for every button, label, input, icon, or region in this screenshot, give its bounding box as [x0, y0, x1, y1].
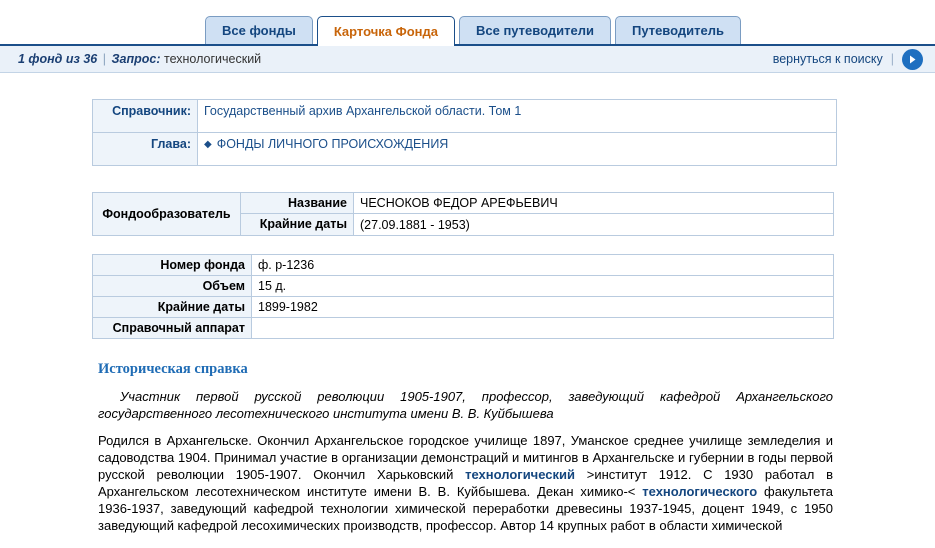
tab-guide[interactable]: Путеводитель [615, 16, 741, 44]
status-bar [0, 46, 935, 73]
creator-name-label: Название [241, 193, 354, 214]
tab-list [0, 0, 935, 44]
chapter-value-cell [198, 133, 837, 166]
history-lead [98, 388, 833, 422]
status-separator: | [102, 52, 106, 66]
guide-value-link[interactable]: Государственный архив Архангельской области. Том 1 [204, 104, 522, 118]
tab-fund-card[interactable]: Карточка Фонда [317, 16, 455, 46]
fund-number-label: Номер фонда [93, 255, 252, 276]
bullet-icon: ◆ [204, 139, 212, 151]
history-body [98, 432, 833, 534]
table-row [93, 133, 837, 166]
query-label: Запрос: [111, 52, 161, 66]
page-content [0, 73, 935, 534]
history-body-part2: >институт 1912. С 1930 работал в Архангельском лесотехническом институте имени В. В. Куйбышева. Декан химико-< [98, 467, 833, 499]
history-lead-text: Участник первой русской революции 1905-1907, профессор, заведующий кафедрой Архангельского государственного лесотехнического института имени В. В. Куйбышева [98, 389, 833, 421]
history-title: Историческая справка [98, 361, 248, 377]
fund-dates-value: 1899-1982 [252, 297, 834, 318]
fund-dates-label: Крайние даты [93, 297, 252, 318]
table-row [93, 100, 837, 133]
chapter-label: Глава: [93, 133, 198, 166]
back-to-search-link[interactable]: вернуться к поиску [772, 52, 883, 66]
creator-row-label: Фондообразователь [93, 193, 241, 236]
history-highlight-1: технологический [465, 467, 576, 482]
history-body-part3: факультета 1936-1937, заведующий кафедрой технологии химической переработки древесины 1937-1945, доцент 1949, с 1950 заведующий кафедрой лесохимических производств, профессор. Автор 14 крупных работ в области химической [98, 484, 833, 533]
fund-table [92, 254, 834, 339]
result-count: 1 фонд из 36 [18, 52, 98, 66]
tabs-bar [0, 0, 935, 46]
creator-table [92, 192, 834, 236]
tab-all-guides[interactable]: Все путеводители [459, 16, 611, 44]
status-bar-left [18, 52, 261, 66]
table-row [93, 276, 834, 297]
creator-name-value: ЧЕСНОКОВ ФЕДОР АРЕФЬЕВИЧ [354, 193, 834, 214]
creator-dates-label: Крайние даты [241, 214, 354, 236]
fund-number-value: ф. р-1236 [252, 255, 834, 276]
guide-info-table [92, 99, 837, 166]
table-row [93, 255, 834, 276]
query-value: технологический [163, 52, 262, 66]
guide-value-cell [198, 100, 837, 133]
table-row [93, 193, 834, 214]
arrow-right-icon[interactable] [902, 49, 923, 70]
history-highlight-2: технологического [642, 484, 758, 499]
tab-all-funds[interactable]: Все фонды [205, 16, 313, 44]
fund-volume-value: 15 д. [252, 276, 834, 297]
table-row [93, 318, 834, 339]
vertical-divider: | [890, 52, 894, 66]
table-row [93, 297, 834, 318]
guide-label: Справочник: [93, 100, 198, 133]
fund-volume-label: Объем [93, 276, 252, 297]
fund-apparatus-label: Справочный аппарат [93, 318, 252, 339]
status-bar-right [773, 49, 923, 70]
fund-apparatus-value [252, 318, 834, 339]
creator-dates-value: (27.09.1881 - 1953) [354, 214, 834, 236]
chapter-value-link[interactable]: ФОНДЫ ЛИЧНОГО ПРОИСХОЖДЕНИЯ [216, 137, 449, 151]
history-body-part1: Родился в Архангельске. Окончил Архангельское городское училище 1897, Уманское среднее училище земледелия и садоводства 1904. Принимал участие в организации демонстраций и митингов в Архангельске и губернии в годы первой русской революции 1905-1907. Окончил Харьковский [98, 433, 833, 482]
